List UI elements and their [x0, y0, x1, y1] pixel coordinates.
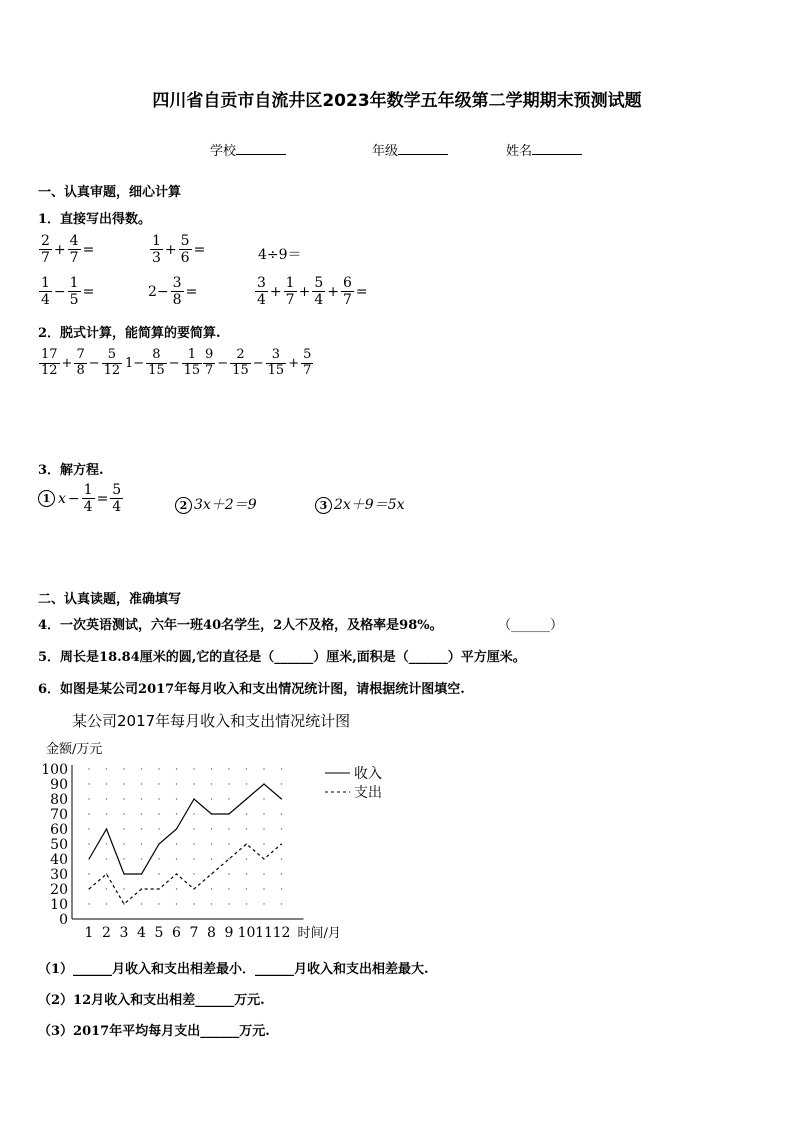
- grid-dot: [246, 828, 247, 829]
- q1-item-f: $\frac{3}{4}$ + $\frac{1}{7}$ + $\frac{5}{4}$ + $\frac{6}{7}$ =: [257, 275, 368, 309]
- question-2: 2．脱式计算，能简算的要简算.: [38, 326, 221, 341]
- x-tick-label: 5: [154, 925, 164, 941]
- grid-dot: [176, 813, 177, 814]
- grid-dot: [123, 888, 124, 889]
- grid-dot: [263, 888, 264, 889]
- grid-dot: [211, 888, 212, 889]
- grid-dot: [158, 873, 159, 874]
- grid-dot: [141, 828, 142, 829]
- grid-dot: [281, 783, 282, 784]
- x-tick-label: 3: [119, 925, 129, 941]
- grid-dot: [193, 903, 194, 904]
- grid-dot: [193, 783, 194, 784]
- grid-dot: [158, 858, 159, 859]
- grid-dot: [211, 858, 212, 859]
- grid-dot: [176, 843, 177, 844]
- y-tick-label: 40: [50, 852, 68, 868]
- grid-dot: [281, 888, 282, 889]
- x-tick-label: 2: [102, 925, 111, 941]
- grid-dot: [141, 813, 142, 814]
- grid-dot: [211, 783, 212, 784]
- grid-dot: [88, 768, 89, 769]
- grid-dot: [193, 768, 194, 769]
- q2-item-b: 1− $\frac{8}{15}$ − $\frac{1}{15}$: [125, 347, 201, 378]
- grid-dot: [158, 828, 159, 829]
- question-5: 5．周长是18.84厘米的圆,它的直径是（______）厘米,面积是（______）平方厘米。: [38, 650, 526, 665]
- school-blank[interactable]: [236, 154, 286, 155]
- grid-dot: [176, 798, 177, 799]
- name-field: [506, 140, 582, 159]
- grid-dot: [228, 828, 229, 829]
- grid-dot: [88, 873, 89, 874]
- grid-dot: [176, 783, 177, 784]
- grade-label: 年级: [372, 144, 399, 159]
- grid-dot: [263, 768, 264, 769]
- grid-dot: [141, 843, 142, 844]
- q3-item-a: 1 x − $\frac{1}{4}$ = $\frac{5}{4}$: [38, 482, 124, 515]
- grid-dot: [141, 903, 142, 904]
- school-label: 学校: [210, 144, 237, 159]
- grid-dot: [123, 813, 124, 814]
- q1-item-c: 4÷9＝: [258, 247, 302, 263]
- x-tick-label: 6: [172, 925, 181, 941]
- grid-dot: [281, 828, 282, 829]
- y-tick-label: 80: [50, 792, 68, 808]
- grid-dot: [228, 843, 229, 844]
- grid-dot: [106, 813, 107, 814]
- grid-dot: [141, 783, 142, 784]
- page-title: 四川省自贡市自流井区2023年数学五年级第二学期期末预测试题: [152, 91, 642, 111]
- grid-dot: [263, 798, 264, 799]
- y-tick-label: 20: [50, 882, 68, 898]
- grid-dot: [211, 798, 212, 799]
- series-line-income: [89, 784, 282, 874]
- question-1: 1．直接写出得数。: [38, 212, 152, 227]
- grid-dot: [228, 903, 229, 904]
- grid-dot: [123, 783, 124, 784]
- grid-dot: [263, 843, 264, 844]
- grid-dot: [141, 798, 142, 799]
- grid-dot: [88, 828, 89, 829]
- y-tick-label: 30: [50, 867, 68, 883]
- q2-item-a: $\frac{17}{12}$ + $\frac{7}{8}$ − $\frac{5}{12}$: [41, 347, 121, 378]
- x-tick-label: 1: [84, 925, 94, 941]
- grid-dot: [281, 873, 282, 874]
- q3-item-b: 2 3x＋2＝9: [175, 494, 257, 514]
- grid-dot: [263, 873, 264, 874]
- grid-dot: [228, 888, 229, 889]
- income-expense-chart: [30, 735, 410, 945]
- x-tick-label: 8: [207, 925, 216, 941]
- grid-dot: [246, 768, 247, 769]
- grid-dot: [228, 783, 229, 784]
- school-field: [210, 140, 286, 159]
- x-tick-label: 7: [189, 925, 199, 941]
- grid-dot: [281, 768, 282, 769]
- grid-dot: [88, 783, 89, 784]
- grid-dot: [176, 768, 177, 769]
- sub-question-3: （3）2017年平均每月支出______万元.: [38, 1024, 270, 1039]
- grid-dot: [228, 798, 229, 799]
- grid-dot: [123, 828, 124, 829]
- grid-dot: [193, 873, 194, 874]
- grid-dot: [193, 828, 194, 829]
- grade-field: [372, 140, 448, 159]
- grid-dot: [88, 903, 89, 904]
- x-tick-label: 12: [272, 925, 291, 941]
- question-6: 6．如图是某公司2017年每月收入和支出情况统计图，请根据统计图填空.: [38, 682, 465, 697]
- q1-item-d: $\frac{1}{4}$ − $\frac{1}{5}$ =: [41, 275, 95, 309]
- grid-dot: [141, 768, 142, 769]
- y-tick-label: 50: [50, 837, 68, 853]
- series-line-expense: [89, 844, 282, 904]
- q4-answer-blank[interactable]: （______）: [498, 618, 564, 633]
- grid-dot: [281, 903, 282, 904]
- name-blank[interactable]: [532, 154, 582, 155]
- grid-dot: [158, 903, 159, 904]
- grid-dot: [158, 798, 159, 799]
- grid-dot: [246, 858, 247, 859]
- grid-dot: [176, 858, 177, 859]
- grid-dot: [123, 843, 124, 844]
- grid-dot: [106, 888, 107, 889]
- grid-dot: [158, 813, 159, 814]
- x-tick-label: 11: [255, 925, 273, 941]
- section1-heading: 一、认真审题，细心计算: [38, 185, 182, 200]
- y-tick-label: 10: [50, 897, 68, 913]
- grid-dot: [263, 813, 264, 814]
- grid-dot: [211, 768, 212, 769]
- grid-dot: [88, 813, 89, 814]
- q2-item-c: $\frac{9}{7}$ − $\frac{2}{15}$ − $\frac{3}{15}$ + $\frac{5}{7}$: [205, 347, 312, 378]
- grid-dot: [106, 768, 107, 769]
- grid-dot: [123, 798, 124, 799]
- legend-label: 收入: [354, 766, 382, 782]
- grid-dot: [263, 903, 264, 904]
- grid-dot: [281, 858, 282, 859]
- grid-dot: [246, 873, 247, 874]
- section2-heading: 二、认真读题，准确填写: [38, 592, 182, 607]
- sub-question-2: （2）12月收入和支出相差______万元.: [38, 993, 265, 1008]
- grid-dot: [263, 828, 264, 829]
- x-tick-label: 10: [237, 925, 256, 941]
- q1-item-a: $\frac{2}{7}$ + $\frac{4}{7}$ =: [41, 233, 95, 267]
- grid-dot: [193, 813, 194, 814]
- grid-dot: [246, 813, 247, 814]
- grid-dot: [228, 768, 229, 769]
- grid-dot: [211, 828, 212, 829]
- grid-dot: [193, 858, 194, 859]
- grid-dot: [246, 783, 247, 784]
- chart-title: 某公司2017年每月收入和支出情况统计图: [72, 712, 351, 730]
- grid-dot: [123, 768, 124, 769]
- y-tick-label: 0: [59, 912, 68, 928]
- grid-dot: [211, 903, 212, 904]
- grid-dot: [228, 873, 229, 874]
- grid-dot: [158, 783, 159, 784]
- grid-dot: [281, 813, 282, 814]
- y-tick-label: 90: [50, 777, 68, 793]
- grid-dot: [176, 903, 177, 904]
- grid-dot: [176, 888, 177, 889]
- x-tick-label: 9: [224, 925, 234, 941]
- q1-item-b: $\frac{1}{3}$ + $\frac{5}{6}$ =: [152, 233, 206, 267]
- sub-question-1: （1）______月收入和支出相差最小．______月收入和支出相差最大.: [38, 962, 429, 977]
- grid-dot: [106, 903, 107, 904]
- grid-dot: [141, 858, 142, 859]
- legend-label: 支出: [354, 785, 382, 801]
- grid-dot: [88, 843, 89, 844]
- y-tick-label: 70: [50, 807, 68, 823]
- q3-item-c: 3 2x＋9＝5x: [315, 494, 405, 514]
- grid-dot: [106, 858, 107, 859]
- grid-dot: [211, 843, 212, 844]
- q1-item-e: 2− $\frac{3}{8}$ =: [148, 275, 198, 309]
- grid-dot: [158, 768, 159, 769]
- grid-dot: [106, 798, 107, 799]
- x-axis-label: 时间/月: [297, 926, 341, 941]
- x-tick-label: 4: [137, 925, 146, 941]
- y-tick-label: 100: [41, 762, 68, 778]
- grade-blank[interactable]: [398, 154, 448, 155]
- question-3: 3．解方程.: [38, 463, 104, 478]
- grid-dot: [246, 903, 247, 904]
- y-axis-label: 金额/万元: [46, 742, 103, 757]
- grid-dot: [106, 783, 107, 784]
- question-4: 4．一次英语测试，六年一班40名学生，2人不及格，及格率是98%。: [38, 618, 443, 633]
- grid-dot: [193, 843, 194, 844]
- grid-dot: [246, 888, 247, 889]
- y-tick-label: 60: [50, 822, 68, 838]
- grid-dot: [88, 798, 89, 799]
- name-label: 姓名: [506, 144, 533, 159]
- grid-dot: [106, 843, 107, 844]
- grid-dot: [123, 858, 124, 859]
